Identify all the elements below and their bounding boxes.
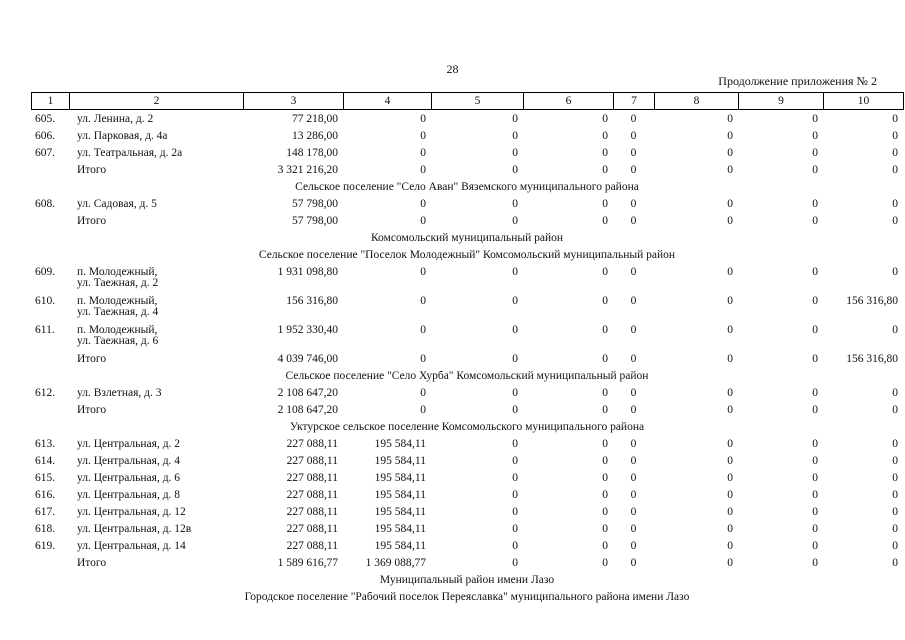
cost-cell-9: 0 — [812, 405, 818, 416]
cost-cell-5: 0 — [512, 296, 518, 307]
cost-cell-4: 0 — [420, 165, 426, 176]
cost-cell-5: 0 — [512, 405, 518, 416]
address-cell — [69, 114, 243, 131]
total-label: Итого — [77, 558, 107, 569]
cost-cell-6: 0 — [602, 558, 608, 569]
cost-cell-8: 0 — [727, 473, 733, 484]
table-row — [31, 490, 903, 507]
address-line: ул. Центральная, д. 14 — [77, 541, 186, 552]
cost-cell-4: 0 — [420, 131, 426, 142]
cost-cell-4: 0 — [420, 148, 426, 159]
cost-cell-7: 0 — [630, 267, 637, 278]
cost-cell-7: 0 — [630, 456, 637, 467]
cost-cell-7: 0 — [630, 114, 637, 125]
row-number: 607. — [35, 148, 56, 159]
data-table — [31, 114, 903, 609]
cost-cell-5: 0 — [512, 524, 518, 535]
section-heading-row — [31, 233, 903, 250]
column-number: 1 — [32, 93, 70, 110]
cost-cell-6: 0 — [602, 131, 608, 142]
address-cell — [69, 439, 243, 456]
cost-cell-4: 195 584,11 — [374, 507, 426, 518]
cost-cell-5: 0 — [512, 114, 518, 125]
row-number: 616. — [35, 490, 56, 501]
cost-cell-6: 0 — [602, 165, 608, 176]
row-number: 612. — [35, 388, 56, 399]
cost-cell-5: 0 — [512, 541, 518, 552]
cost-cell-8: 0 — [727, 296, 733, 307]
cost-cell-7: 0 — [630, 490, 637, 501]
cost-cell-9: 0 — [812, 456, 818, 467]
cost-cell-10: 0 — [892, 267, 898, 278]
total-label: Итого — [77, 165, 107, 176]
cost-cell-4: 0 — [420, 114, 426, 125]
cost-cell-7: 0 — [630, 405, 637, 416]
cost-cell-6: 0 — [602, 456, 608, 467]
row-number — [31, 216, 69, 233]
row-number — [31, 405, 69, 422]
address-cell — [69, 473, 243, 490]
cost-cell-3: 1 952 330,40 — [277, 325, 338, 336]
cost-cell-4: 0 — [420, 405, 426, 416]
page-number: 28 — [446, 62, 459, 76]
cost-cell-10: 0 — [892, 439, 898, 450]
row-number: 610. — [35, 296, 56, 307]
cost-cell-8: 0 — [727, 507, 733, 518]
section-heading: Городское поселение "Рабочий поселок Переяславка" муниципального района имени Лазо — [244, 592, 690, 603]
table-row — [31, 456, 903, 473]
address-cell — [69, 541, 243, 558]
cost-cell-4: 0 — [420, 325, 426, 336]
cost-cell-7: 0 — [630, 524, 637, 535]
cost-cell-9: 0 — [812, 114, 818, 125]
cost-cell-7: 0 — [630, 507, 637, 518]
cost-cell-8: 0 — [727, 388, 733, 399]
cost-cell-4: 195 584,11 — [374, 456, 426, 467]
cost-cell-10: 0 — [892, 473, 898, 484]
section-heading: Сельское поселение "Поселок Молодежный" Комсомольский муниципальный район — [258, 250, 676, 261]
cost-cell-5: 0 — [512, 490, 518, 501]
cost-cell-4: 195 584,11 — [374, 439, 426, 450]
address-line: п. Молодежный, — [77, 296, 158, 307]
address-line: ул. Таежная, д. 2 — [77, 277, 159, 289]
address-line: ул. Центральная, д. 12в — [77, 524, 192, 535]
column-number: 3 — [244, 93, 344, 110]
cost-cell-5: 0 — [512, 439, 518, 450]
cost-cell-3: 227 088,11 — [286, 541, 338, 552]
total-label: Итого — [77, 354, 107, 365]
table-row — [31, 296, 903, 325]
row-number — [31, 354, 69, 371]
cost-cell-5: 0 — [512, 165, 518, 176]
cost-cell-3: 2 108 647,20 — [277, 388, 338, 399]
address-line: п. Молодежный, — [77, 325, 158, 336]
cost-cell-3: 57 798,00 — [292, 199, 338, 210]
column-header-row — [32, 93, 904, 110]
cost-cell-4: 0 — [420, 388, 426, 399]
address-line: ул. Центральная, д. 8 — [77, 490, 181, 501]
address-cell — [69, 325, 243, 354]
cost-cell-4: 0 — [420, 216, 426, 227]
cost-cell-8: 0 — [727, 354, 733, 365]
row-number: 617. — [35, 507, 56, 518]
table-row — [31, 524, 903, 541]
cost-cell-6: 0 — [602, 439, 608, 450]
total-row — [31, 165, 903, 182]
section-heading-row — [31, 575, 903, 592]
cost-cell-3: 227 088,11 — [286, 507, 338, 518]
cost-cell-10: 0 — [892, 114, 898, 125]
table-row — [31, 148, 903, 165]
cost-cell-10: 0 — [892, 165, 898, 176]
row-number: 619. — [35, 541, 56, 552]
cost-cell-3: 227 088,11 — [286, 524, 338, 535]
address-line: ул. Центральная, д. 2 — [77, 439, 181, 450]
cost-cell-6: 0 — [602, 388, 608, 399]
address-cell — [69, 490, 243, 507]
cost-cell-6: 0 — [602, 325, 608, 336]
address-cell — [69, 507, 243, 524]
cost-cell-10: 0 — [892, 216, 898, 227]
section-heading-row — [31, 371, 903, 388]
address-line: ул. Таежная, д. 6 — [77, 335, 159, 347]
cost-cell-4: 0 — [420, 199, 426, 210]
cost-cell-10: 0 — [892, 558, 898, 569]
cost-cell-5: 0 — [512, 558, 518, 569]
cost-cell-5: 0 — [512, 216, 518, 227]
cost-cell-10: 0 — [892, 524, 898, 535]
row-number: 605. — [35, 114, 56, 125]
cost-cell-4: 195 584,11 — [374, 524, 426, 535]
section-heading-row — [31, 250, 903, 267]
cost-cell-7: 0 — [630, 296, 637, 307]
cost-cell-6: 0 — [602, 216, 608, 227]
cost-cell-10: 156 316,80 — [846, 354, 898, 365]
cost-cell-3: 227 088,11 — [286, 473, 338, 484]
table-row — [31, 267, 903, 296]
cost-cell-7: 0 — [630, 165, 637, 176]
cost-cell-3: 77 218,00 — [292, 114, 338, 125]
cost-cell-7: 0 — [630, 216, 637, 227]
address-line: ул. Взлетная, д. 3 — [77, 388, 162, 399]
address-cell — [69, 148, 243, 165]
row-number: 606. — [35, 131, 56, 142]
column-header-table — [31, 92, 904, 110]
cost-cell-8: 0 — [727, 558, 733, 569]
section-heading: Муниципальный район имени Лазо — [379, 575, 555, 586]
column-number: 10 — [824, 93, 904, 110]
cost-cell-9: 0 — [812, 165, 818, 176]
address-line: ул. Ленина, д. 2 — [77, 114, 154, 125]
row-number: 615. — [35, 473, 56, 484]
cost-cell-7: 0 — [630, 148, 637, 159]
cost-cell-10: 0 — [892, 507, 898, 518]
table-row — [31, 541, 903, 558]
cost-cell-9: 0 — [812, 439, 818, 450]
cost-cell-5: 0 — [512, 456, 518, 467]
cost-cell-3: 3 321 216,20 — [277, 165, 338, 176]
address-cell — [69, 388, 243, 405]
address-cell — [69, 131, 243, 148]
cost-cell-8: 0 — [727, 267, 733, 278]
cost-cell-8: 0 — [727, 114, 733, 125]
cost-cell-8: 0 — [727, 131, 733, 142]
cost-cell-9: 0 — [812, 131, 818, 142]
address-cell — [69, 216, 243, 233]
cost-cell-5: 0 — [512, 267, 518, 278]
cost-cell-8: 0 — [727, 439, 733, 450]
cost-cell-8: 0 — [727, 325, 733, 336]
address-line: ул. Театральная, д. 2а — [77, 148, 183, 159]
cost-cell-8: 0 — [727, 524, 733, 535]
cost-cell-3: 13 286,00 — [292, 131, 338, 142]
cost-cell-9: 0 — [812, 148, 818, 159]
cost-cell-6: 0 — [602, 199, 608, 210]
address-cell — [69, 456, 243, 473]
cost-cell-10: 0 — [892, 490, 898, 501]
table-row — [31, 131, 903, 148]
cost-cell-6: 0 — [602, 490, 608, 501]
column-number: 5 — [432, 93, 524, 110]
row-number — [31, 558, 69, 575]
cost-cell-5: 0 — [512, 388, 518, 399]
cost-cell-7: 0 — [630, 558, 637, 569]
column-number: 8 — [655, 93, 739, 110]
cost-cell-4: 1 369 088,77 — [365, 558, 426, 569]
cost-cell-3: 227 088,11 — [286, 490, 338, 501]
cost-cell-8: 0 — [727, 148, 733, 159]
address-line: ул. Центральная, д. 4 — [77, 456, 181, 467]
cost-cell-7: 0 — [630, 199, 637, 210]
cost-cell-9: 0 — [812, 524, 818, 535]
cost-cell-10: 0 — [892, 456, 898, 467]
cost-cell-9: 0 — [812, 490, 818, 501]
section-heading-row — [31, 422, 903, 439]
cost-cell-3: 227 088,11 — [286, 439, 338, 450]
column-number: 6 — [524, 93, 614, 110]
cost-cell-5: 0 — [512, 131, 518, 142]
section-heading-row — [31, 592, 903, 609]
column-number: 4 — [344, 93, 432, 110]
cost-cell-9: 0 — [812, 325, 818, 336]
cost-cell-7: 0 — [630, 473, 637, 484]
column-number: 2 — [70, 93, 244, 110]
cost-cell-10: 0 — [892, 148, 898, 159]
cost-cell-7: 0 — [630, 541, 637, 552]
cost-cell-5: 0 — [512, 507, 518, 518]
cost-cell-3: 227 088,11 — [286, 456, 338, 467]
cost-cell-4: 0 — [420, 267, 426, 278]
section-heading: Сельское поселение "Село Аван" Вяземского муниципального района — [295, 182, 639, 193]
cost-cell-10: 0 — [892, 131, 898, 142]
cost-cell-6: 0 — [602, 524, 608, 535]
cost-cell-7: 0 — [630, 388, 637, 399]
cost-cell-10: 0 — [892, 388, 898, 399]
row-number: 613. — [35, 439, 56, 450]
cost-cell-6: 0 — [602, 267, 608, 278]
address-line: ул. Садовая, д. 5 — [77, 199, 157, 210]
cost-cell-8: 0 — [727, 405, 733, 416]
total-row — [31, 405, 903, 422]
cost-cell-4: 195 584,11 — [374, 490, 426, 501]
cost-cell-10: 0 — [892, 541, 898, 552]
address-cell — [69, 296, 243, 325]
cost-cell-6: 0 — [602, 296, 608, 307]
cost-cell-10: 0 — [892, 405, 898, 416]
cost-cell-10: 156 316,80 — [846, 296, 898, 307]
continuation-note: Продолжение приложения № 2 — [718, 74, 877, 88]
table-row — [31, 325, 903, 354]
cost-cell-9: 0 — [812, 473, 818, 484]
cost-cell-9: 0 — [812, 558, 818, 569]
address-line: ул. Центральная, д. 12 — [77, 507, 186, 518]
cost-cell-8: 0 — [727, 199, 733, 210]
cost-cell-6: 0 — [602, 473, 608, 484]
cost-cell-9: 0 — [812, 267, 818, 278]
section-heading: Сельское поселение "Село Хурба" Комсомольский муниципальный район — [285, 371, 649, 382]
cost-cell-7: 0 — [630, 354, 637, 365]
cost-cell-8: 0 — [727, 216, 733, 227]
total-row — [31, 216, 903, 233]
address-line: ул. Центральная, д. 6 — [77, 473, 181, 484]
row-number: 611. — [35, 325, 55, 336]
cost-cell-10: 0 — [892, 199, 898, 210]
cost-cell-5: 0 — [512, 354, 518, 365]
cost-cell-4: 0 — [420, 296, 426, 307]
cost-cell-9: 0 — [812, 507, 818, 518]
cost-cell-8: 0 — [727, 456, 733, 467]
cost-cell-8: 0 — [727, 541, 733, 552]
cost-cell-4: 195 584,11 — [374, 473, 426, 484]
cost-cell-9: 0 — [812, 354, 818, 365]
address-cell — [69, 267, 243, 296]
table-row — [31, 199, 903, 216]
cost-cell-5: 0 — [512, 473, 518, 484]
cost-cell-9: 0 — [812, 541, 818, 552]
cost-cell-9: 0 — [812, 216, 818, 227]
address-line: ул. Парковая, д. 4а — [77, 131, 168, 142]
address-line: ул. Таежная, д. 4 — [77, 306, 159, 318]
cost-cell-7: 0 — [630, 439, 637, 450]
cost-cell-3: 4 039 746,00 — [277, 354, 338, 365]
cost-cell-4: 195 584,11 — [374, 541, 426, 552]
section-heading: Уктурское сельское поселение Комсомольского муниципального района — [289, 422, 645, 433]
row-number: 614. — [35, 456, 56, 467]
table-row — [31, 439, 903, 456]
table-row — [31, 507, 903, 524]
column-number: 9 — [739, 93, 824, 110]
cost-cell-6: 0 — [602, 541, 608, 552]
cost-cell-7: 0 — [630, 131, 637, 142]
cost-cell-7: 0 — [630, 325, 637, 336]
total-row — [31, 558, 903, 575]
cost-cell-9: 0 — [812, 296, 818, 307]
row-number: 608. — [35, 199, 56, 210]
section-heading: Комсомольский муниципальный район — [370, 233, 564, 244]
cost-cell-10: 0 — [892, 325, 898, 336]
row-number — [31, 165, 69, 182]
cost-cell-3: 57 798,00 — [292, 216, 338, 227]
cost-cell-6: 0 — [602, 354, 608, 365]
cost-cell-6: 0 — [602, 114, 608, 125]
address-cell — [69, 558, 243, 575]
cost-cell-6: 0 — [602, 507, 608, 518]
total-label: Итого — [77, 405, 107, 416]
table-row — [31, 473, 903, 490]
address-cell — [69, 199, 243, 216]
cost-cell-3: 2 108 647,20 — [277, 405, 338, 416]
address-cell — [69, 405, 243, 422]
cost-cell-8: 0 — [727, 165, 733, 176]
row-number: 609. — [35, 267, 56, 278]
cost-cell-3: 1 589 616,77 — [277, 558, 338, 569]
address-cell — [69, 524, 243, 541]
address-cell — [69, 165, 243, 182]
cost-cell-9: 0 — [812, 199, 818, 210]
column-number: 7 — [614, 93, 655, 110]
cost-cell-5: 0 — [512, 325, 518, 336]
cost-cell-3: 156 316,80 — [286, 296, 338, 307]
cost-cell-9: 0 — [812, 388, 818, 399]
total-row — [31, 354, 903, 371]
section-heading-row — [31, 182, 903, 199]
address-cell — [69, 354, 243, 371]
cost-cell-5: 0 — [512, 148, 518, 159]
row-number: 618. — [35, 524, 56, 535]
cost-cell-8: 0 — [727, 490, 733, 501]
cost-cell-6: 0 — [602, 405, 608, 416]
address-line: п. Молодежный, — [77, 267, 158, 278]
cost-cell-3: 148 178,00 — [286, 148, 338, 159]
cost-cell-4: 0 — [420, 354, 426, 365]
cost-cell-6: 0 — [602, 148, 608, 159]
total-label: Итого — [77, 216, 107, 227]
cost-cell-3: 1 931 098,80 — [277, 267, 338, 278]
table-row — [31, 388, 903, 405]
table-row — [31, 114, 903, 131]
cost-cell-5: 0 — [512, 199, 518, 210]
